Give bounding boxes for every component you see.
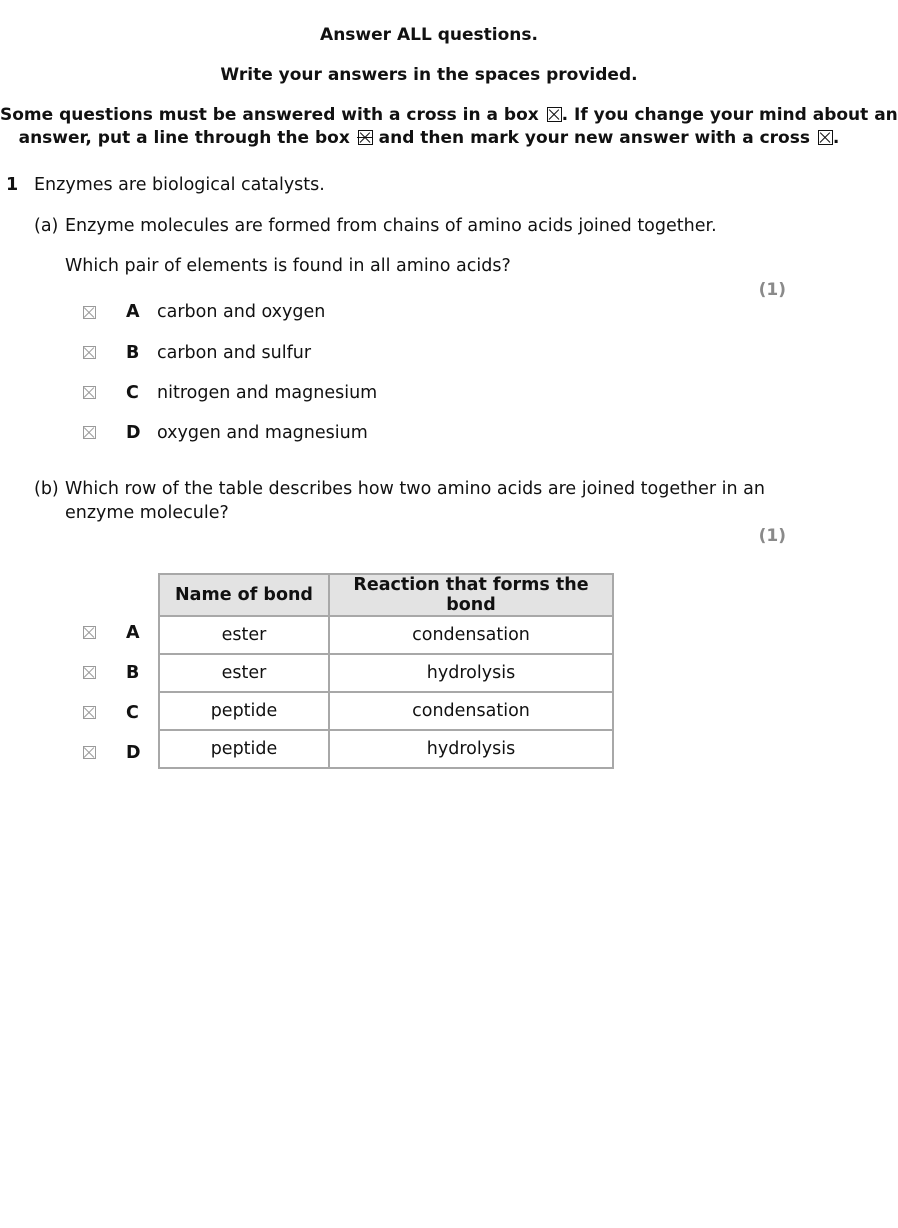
question-stem: Enzymes are biological catalysts.: [34, 175, 325, 195]
part-b-text-line2: enzyme molecule?: [65, 503, 229, 523]
part-a-marks: (1): [758, 280, 786, 300]
option-text: oxygen and magnesium: [157, 423, 368, 443]
option-text: carbon and sulfur: [157, 343, 312, 363]
crossed-box-icon: [547, 107, 562, 122]
answer-checkbox-c[interactable]: [83, 386, 96, 399]
part-b-text-line1: Which row of the table describes how two amino acids are joined together in an: [65, 479, 765, 499]
answer-checkbox-a[interactable]: [83, 626, 96, 639]
option-text: nitrogen and magnesium: [157, 383, 378, 403]
bond-cell: ester: [159, 654, 329, 692]
answer-checkbox-d[interactable]: [83, 746, 96, 759]
answer-checkbox-b[interactable]: [83, 666, 96, 679]
part-b-label: (b): [34, 479, 59, 499]
option-letter: A: [126, 623, 140, 643]
header-name-of-bond: Name of bond: [159, 574, 329, 616]
reaction-cell: hydrolysis: [329, 730, 613, 768]
table-row: [159, 654, 613, 692]
bond-table: [158, 573, 614, 769]
crossed-box-icon: [818, 130, 833, 145]
part-a-text: Enzyme molecules are formed from chains of amino acids joined together.: [65, 216, 717, 236]
option-letter: D: [126, 743, 141, 763]
option-letter: D: [126, 423, 141, 443]
option-letter: C: [126, 703, 139, 723]
option-letter: C: [126, 383, 139, 403]
option-letter: A: [126, 302, 140, 322]
answer-checkbox-d[interactable]: [83, 426, 96, 439]
instruction-write-answers: Write your answers in the spaces provided.: [220, 65, 638, 85]
reaction-cell: condensation: [329, 692, 613, 730]
instruction-cross-box-line1: [0, 105, 898, 125]
answer-checkbox-c[interactable]: [83, 706, 96, 719]
header-reaction: Reaction that forms the bond: [329, 574, 613, 616]
bond-cell: peptide: [159, 730, 329, 768]
bond-cell: peptide: [159, 692, 329, 730]
part-a-label: (a): [34, 216, 59, 236]
bond-cell: ester: [159, 616, 329, 654]
instruction-answer-all: Answer ALL questions.: [320, 25, 538, 45]
option-letter: B: [126, 343, 140, 363]
answer-checkbox-b[interactable]: [83, 346, 96, 359]
table-row: [159, 692, 613, 730]
struck-crossed-box-icon: [358, 130, 373, 145]
instruction-text: .: [832, 128, 840, 148]
instruction-text: answer, put a line through the box: [18, 128, 350, 148]
option-letter: B: [126, 663, 140, 683]
part-a-prompt: Which pair of elements is found in all amino acids?: [65, 256, 511, 276]
option-text: carbon and oxygen: [157, 302, 326, 322]
instruction-cross-box-line2: [0, 128, 858, 148]
table-row: [159, 730, 613, 768]
table-header-row: [159, 574, 613, 616]
reaction-cell: condensation: [329, 616, 613, 654]
part-b-marks: (1): [758, 526, 786, 546]
table-row: [159, 616, 613, 654]
reaction-cell: hydrolysis: [329, 654, 613, 692]
instruction-text: Some questions must be answered with a cross in a box: [0, 105, 539, 125]
instruction-text: . If you change your mind about an: [561, 105, 898, 125]
instruction-text: and then mark your new answer with a cross: [378, 128, 810, 148]
answer-checkbox-a[interactable]: [83, 306, 96, 319]
question-number: 1: [6, 175, 19, 195]
